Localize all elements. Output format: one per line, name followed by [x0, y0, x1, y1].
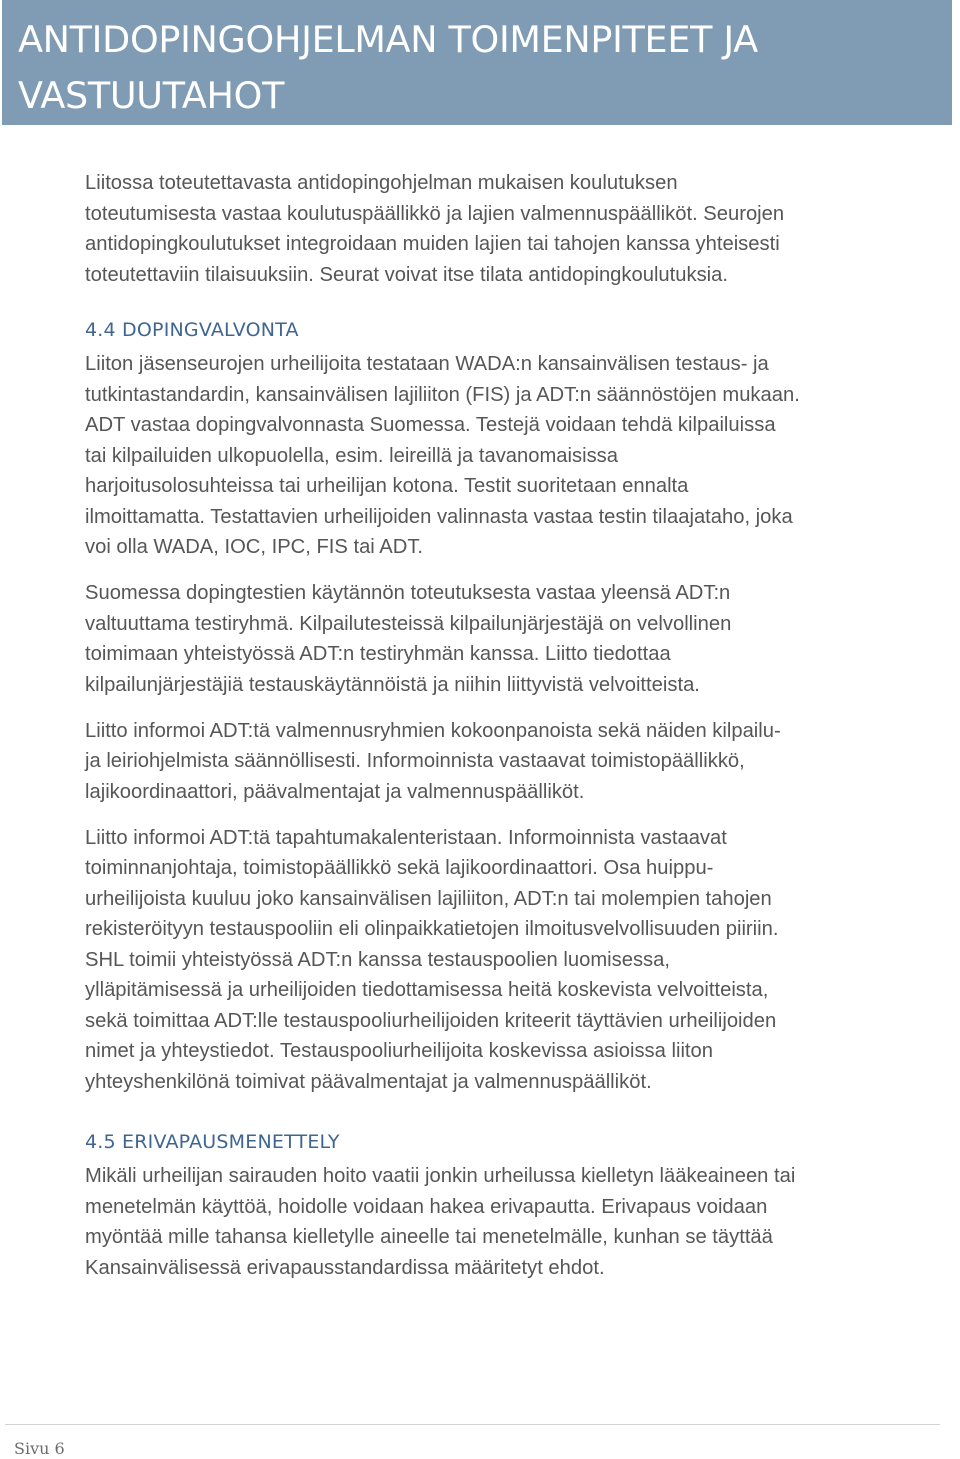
text-line: tai kilpailuiden ulkopuolella, esim. leireillä ja tavanomaisissa — [85, 444, 618, 467]
text-line: toimimaan yhteistyössä ADT:n testiryhmän kanssa. Liitto tiedottaa — [85, 643, 671, 665]
paragraph — [85, 823, 945, 1098]
text-line: lajikoordinaattori, päävalmentajat ja valmennuspäälliköt. — [85, 780, 585, 803]
text-line: Suomessa dopingtestien käytännön toteutuksesta vastaa yleensä ADT:n — [85, 582, 731, 604]
text-line: Mikäli urheilijan sairauden hoito vaatii jonkin urheilussa kielletyn lääkeaineen tai — [85, 1165, 796, 1187]
text-line: Kansainvälisessä erivapausstandardissa määritetyt ehdot. — [85, 1256, 605, 1279]
text-line: voi olla WADA, IOC, IPC, FIS tai ADT. — [85, 536, 424, 558]
text-line: menetelmän käyttöä, hoidolle voidaan hakea erivapautta. Erivapaus voidaan — [85, 1195, 768, 1218]
text-line: myöntää mille tahansa kielletylle aineelle tai menetelmälle, kunhan se täyttää — [85, 1226, 773, 1248]
page-number: Sivu 6 — [14, 1439, 65, 1458]
text-line: toteutumisesta vastaa koulutuspäällikkö ja lajien valmennuspäälliköt. Seurojen — [85, 202, 785, 225]
text-line: valtuuttama testiryhmä. Kilpailutesteissä kilpailunjärjestäjä on velvollinen — [85, 612, 732, 635]
text-line: Liitossa toteutettavasta antidopingohjelman mukaisen koulutuksen — [85, 172, 678, 194]
text-line: Liitto informoi ADT:tä tapahtumakalenteristaan. Informoinnista vastaavat — [85, 826, 727, 849]
text-line: harjoitusolosuhteissa tai urheilijan kotona. Testit suoritetaan ennalta — [85, 475, 689, 497]
text-line: kilpailunjärjestäjiä testauskäytännöistä ja niihin liittyvistä velvoitteista. — [85, 673, 700, 696]
text-line: ADT vastaa dopingvalvonnasta Suomessa. Testejä voidaan tehdä kilpailuissa — [85, 414, 776, 436]
text-line: ilmoittamatta. Testattavien urheilijoiden valinnasta vastaa testin tilaajataho, joka — [85, 505, 793, 528]
title-line: ANTIDOPINGOHJELMAN TOIMENPITEET JA — [18, 18, 758, 61]
document-body — [85, 168, 945, 1299]
text-line: urheilijoista kuuluu joko kansainvälisen lajiliiton, ADT:n tai molempien tahojen — [85, 887, 772, 910]
title-line: VASTUUTAHOT — [18, 74, 285, 117]
text-line: Liitto informoi ADT:tä valmennusryhmien kokoonpanoista sekä näiden kilpailu- — [85, 719, 781, 742]
text-line: ja leiriohjelmista säännöllisesti. Informoinnista vastaavat toimistopäällikkö, — [85, 750, 745, 772]
text-line: tutkintastandardin, kansainvälisen lajiliiton (FIS) ja ADT:n säännöstöjen mukaan. — [85, 383, 800, 406]
text-line: antidopingkoulutukset integroidaan muiden lajien tai tahojen kanssa yhteisesti — [85, 233, 780, 255]
paragraph — [85, 716, 945, 808]
text-line: nimet ja yhteystiedot. Testauspooliurheilijoita koskevissa asioissa liiton — [85, 1040, 713, 1062]
header-band — [2, 0, 952, 125]
text-line: toteutettaviin tilaisuuksiin. Seurat voivat itse tilata antidopingkoulutuksia. — [85, 263, 729, 286]
section-heading-dopingvalvonta: 4.4 DOPINGVALVONTA — [85, 319, 299, 341]
paragraph — [85, 349, 945, 563]
text-line: toiminnanjohtaja, toimistopäällikkö sekä lajikoordinaattori. Osa huippu- — [85, 857, 714, 879]
paragraph — [85, 1161, 945, 1283]
text-line: ylläpitämisessä ja urheilijoiden tiedottamisessa heitä koskevista velvoitteista, — [85, 979, 769, 1001]
text-line: Liiton jäsenseurojen urheilijoita testataan WADA:n kansainvälisen testaus- ja — [85, 353, 769, 375]
footer-divider — [5, 1424, 940, 1425]
text-line: sekä toimittaa ADT:lle testauspooliurheilijoiden kriteerit täyttävien urheilijoiden — [85, 1009, 777, 1032]
text-line: SHL toimii yhteistyössä ADT:n kanssa testauspoolien luomisessa, — [85, 948, 670, 971]
text-line: yhteyshenkilönä toimivat päävalmentajat ja valmennuspäälliköt. — [85, 1070, 652, 1093]
section-heading-erivapausmenettely: 4.5 ERIVAPAUSMENETTELY — [85, 1131, 340, 1153]
paragraph — [85, 578, 945, 700]
page-title — [18, 12, 938, 124]
intro-paragraph — [85, 168, 945, 290]
text-line: rekisteröityyn testauspooliin eli olinpaikkatietojen ilmoitusvelvollisuuden piiriin. — [85, 918, 779, 940]
